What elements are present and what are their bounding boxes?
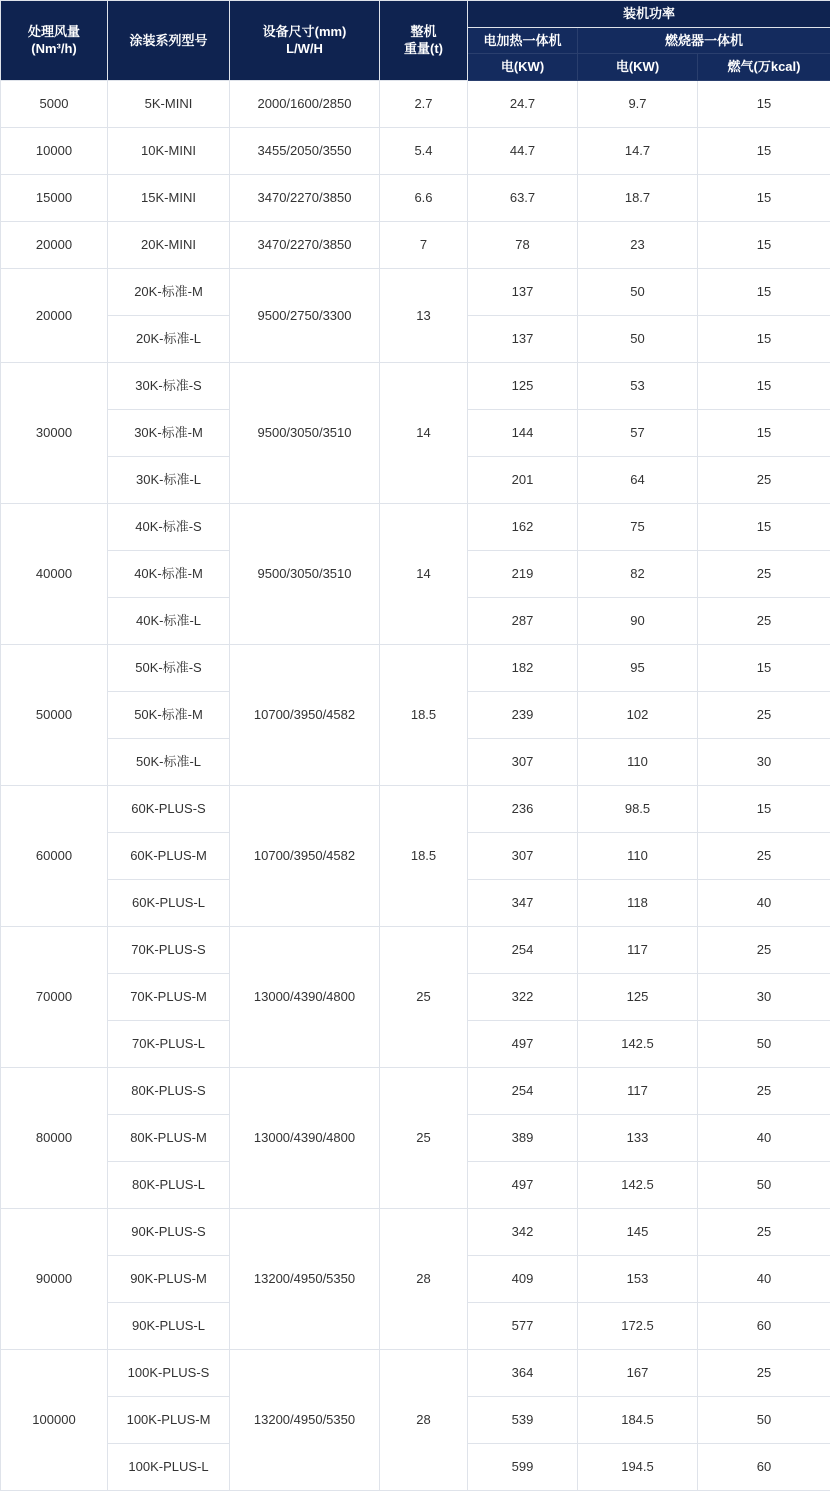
cell-model: 60K-PLUS-L <box>108 879 230 926</box>
cell-model: 50K-标准-S <box>108 644 230 691</box>
cell-model: 40K-标准-L <box>108 597 230 644</box>
cell-dimension: 13000/4390/4800 <box>230 926 380 1067</box>
cell-burner-kw: 95 <box>578 644 698 691</box>
table-row <box>1 174 830 221</box>
cell-electric-kw: 162 <box>468 503 578 550</box>
cell-weight: 5.4 <box>380 127 468 174</box>
cell-gas: 15 <box>698 80 830 127</box>
cell-model: 90K-PLUS-L <box>108 1302 230 1349</box>
cell-gas: 15 <box>698 644 830 691</box>
table-row <box>1 1208 830 1255</box>
cell-burner-kw: 23 <box>578 221 698 268</box>
cell-weight: 25 <box>380 1067 468 1208</box>
header-row-1 <box>1 1 830 28</box>
cell-dimension: 9500/2750/3300 <box>230 268 380 362</box>
table-row <box>1 926 830 973</box>
cell-electric-kw: 497 <box>468 1020 578 1067</box>
cell-model: 50K-标准-M <box>108 691 230 738</box>
cell-electric-kw: 307 <box>468 738 578 785</box>
column-header-dimension <box>230 1 380 81</box>
cell-gas: 25 <box>698 1208 830 1255</box>
cell-model: 15K-MINI <box>108 174 230 221</box>
cell-gas: 15 <box>698 221 830 268</box>
cell-burner-kw: 142.5 <box>578 1161 698 1208</box>
cell-weight: 7 <box>380 221 468 268</box>
cell-dimension: 13200/4950/5350 <box>230 1349 380 1490</box>
cell-model: 80K-PLUS-L <box>108 1161 230 1208</box>
cell-burner-kw: 102 <box>578 691 698 738</box>
cell-weight: 28 <box>380 1349 468 1490</box>
cell-gas: 25 <box>698 832 830 879</box>
cell-burner-kw: 98.5 <box>578 785 698 832</box>
cell-dimension: 9500/3050/3510 <box>230 503 380 644</box>
column-header-weight-line2: 重量(t) <box>382 40 465 58</box>
cell-electric-kw: 236 <box>468 785 578 832</box>
cell-electric-kw: 497 <box>468 1161 578 1208</box>
cell-gas: 25 <box>698 597 830 644</box>
cell-electric-kw: 239 <box>468 691 578 738</box>
cell-flow: 70000 <box>1 926 108 1067</box>
cell-electric-kw: 144 <box>468 409 578 456</box>
cell-electric-kw: 577 <box>468 1302 578 1349</box>
cell-electric-kw: 364 <box>468 1349 578 1396</box>
cell-model: 20K-标准-M <box>108 268 230 315</box>
column-header-dimension-line1: 设备尺寸(mm) <box>232 23 377 41</box>
column-header-burner-machine: 燃烧器一体机 <box>578 27 830 54</box>
cell-burner-kw: 133 <box>578 1114 698 1161</box>
cell-model: 100K-PLUS-M <box>108 1396 230 1443</box>
cell-gas: 15 <box>698 268 830 315</box>
cell-gas: 15 <box>698 315 830 362</box>
cell-gas: 15 <box>698 174 830 221</box>
cell-model: 100K-PLUS-S <box>108 1349 230 1396</box>
table-row <box>1 644 830 691</box>
cell-gas: 25 <box>698 550 830 597</box>
cell-electric-kw: 342 <box>468 1208 578 1255</box>
cell-dimension: 9500/3050/3510 <box>230 362 380 503</box>
cell-weight: 6.6 <box>380 174 468 221</box>
cell-flow: 5000 <box>1 80 108 127</box>
cell-burner-kw: 90 <box>578 597 698 644</box>
cell-gas: 15 <box>698 409 830 456</box>
cell-burner-kw: 82 <box>578 550 698 597</box>
column-header-dimension-line2: L/W/H <box>232 40 377 58</box>
cell-dimension: 3455/2050/3550 <box>230 127 380 174</box>
cell-model: 50K-标准-L <box>108 738 230 785</box>
cell-dimension: 10700/3950/4582 <box>230 644 380 785</box>
cell-burner-kw: 142.5 <box>578 1020 698 1067</box>
column-header-power-group: 装机功率 <box>468 1 830 28</box>
cell-model: 60K-PLUS-S <box>108 785 230 832</box>
cell-burner-kw: 50 <box>578 315 698 362</box>
cell-gas: 25 <box>698 456 830 503</box>
cell-electric-kw: 539 <box>468 1396 578 1443</box>
cell-electric-kw: 287 <box>468 597 578 644</box>
table-row <box>1 1349 830 1396</box>
table-row <box>1 268 830 315</box>
cell-burner-kw: 53 <box>578 362 698 409</box>
table-header <box>1 1 830 81</box>
cell-model: 100K-PLUS-L <box>108 1443 230 1490</box>
cell-burner-kw: 9.7 <box>578 80 698 127</box>
cell-flow: 100000 <box>1 1349 108 1490</box>
column-header-flow-line2: (Nm³/h) <box>3 40 105 58</box>
cell-weight: 2.7 <box>380 80 468 127</box>
cell-model: 10K-MINI <box>108 127 230 174</box>
cell-electric-kw: 409 <box>468 1255 578 1302</box>
cell-gas: 60 <box>698 1302 830 1349</box>
cell-model: 80K-PLUS-S <box>108 1067 230 1114</box>
cell-gas: 15 <box>698 785 830 832</box>
cell-model: 70K-PLUS-S <box>108 926 230 973</box>
cell-dimension: 2000/1600/2850 <box>230 80 380 127</box>
cell-burner-kw: 57 <box>578 409 698 456</box>
cell-gas: 30 <box>698 973 830 1020</box>
cell-gas: 40 <box>698 1255 830 1302</box>
cell-gas: 60 <box>698 1443 830 1490</box>
column-header-flow <box>1 1 108 81</box>
cell-electric-kw: 78 <box>468 221 578 268</box>
cell-model: 40K-标准-M <box>108 550 230 597</box>
cell-burner-kw: 118 <box>578 879 698 926</box>
cell-flow: 15000 <box>1 174 108 221</box>
cell-model: 90K-PLUS-M <box>108 1255 230 1302</box>
cell-model: 20K-MINI <box>108 221 230 268</box>
cell-weight: 13 <box>380 268 468 362</box>
cell-gas: 50 <box>698 1396 830 1443</box>
cell-burner-kw: 184.5 <box>578 1396 698 1443</box>
cell-burner-kw: 18.7 <box>578 174 698 221</box>
cell-gas: 40 <box>698 1114 830 1161</box>
cell-burner-kw: 194.5 <box>578 1443 698 1490</box>
cell-electric-kw: 63.7 <box>468 174 578 221</box>
table-body <box>1 80 830 1490</box>
cell-burner-kw: 172.5 <box>578 1302 698 1349</box>
column-header-gas: 燃气(万kcal) <box>698 54 830 81</box>
cell-flow: 40000 <box>1 503 108 644</box>
cell-electric-kw: 24.7 <box>468 80 578 127</box>
table-row <box>1 785 830 832</box>
cell-electric-kw: 389 <box>468 1114 578 1161</box>
cell-model: 80K-PLUS-M <box>108 1114 230 1161</box>
cell-electric-kw: 254 <box>468 1067 578 1114</box>
cell-electric-kw: 254 <box>468 926 578 973</box>
cell-burner-kw: 145 <box>578 1208 698 1255</box>
cell-weight: 14 <box>380 362 468 503</box>
cell-model: 60K-PLUS-M <box>108 832 230 879</box>
cell-dimension: 13200/4950/5350 <box>230 1208 380 1349</box>
cell-gas: 25 <box>698 1349 830 1396</box>
cell-electric-kw: 347 <box>468 879 578 926</box>
cell-gas: 40 <box>698 879 830 926</box>
column-header-weight-line1: 整机 <box>382 23 465 41</box>
cell-model: 30K-标准-S <box>108 362 230 409</box>
cell-model: 90K-PLUS-S <box>108 1208 230 1255</box>
cell-flow: 30000 <box>1 362 108 503</box>
table-row <box>1 127 830 174</box>
cell-dimension: 10700/3950/4582 <box>230 785 380 926</box>
cell-model: 70K-PLUS-L <box>108 1020 230 1067</box>
cell-gas: 25 <box>698 691 830 738</box>
cell-weight: 14 <box>380 503 468 644</box>
cell-gas: 25 <box>698 1067 830 1114</box>
cell-electric-kw: 44.7 <box>468 127 578 174</box>
cell-dimension: 3470/2270/3850 <box>230 221 380 268</box>
cell-gas: 30 <box>698 738 830 785</box>
cell-electric-kw: 137 <box>468 268 578 315</box>
cell-gas: 50 <box>698 1161 830 1208</box>
cell-electric-kw: 201 <box>468 456 578 503</box>
cell-electric-kw: 137 <box>468 315 578 362</box>
cell-burner-kw: 117 <box>578 926 698 973</box>
cell-burner-kw: 110 <box>578 832 698 879</box>
table-row <box>1 362 830 409</box>
cell-electric-kw: 182 <box>468 644 578 691</box>
cell-dimension: 13000/4390/4800 <box>230 1067 380 1208</box>
cell-burner-kw: 64 <box>578 456 698 503</box>
cell-model: 5K-MINI <box>108 80 230 127</box>
table-row <box>1 221 830 268</box>
cell-flow: 60000 <box>1 785 108 926</box>
cell-weight: 25 <box>380 926 468 1067</box>
column-header-electric-kw: 电(KW) <box>468 54 578 81</box>
cell-weight: 18.5 <box>380 644 468 785</box>
cell-burner-kw: 50 <box>578 268 698 315</box>
table-row <box>1 80 830 127</box>
cell-gas: 25 <box>698 926 830 973</box>
cell-burner-kw: 125 <box>578 973 698 1020</box>
cell-burner-kw: 153 <box>578 1255 698 1302</box>
cell-burner-kw: 167 <box>578 1349 698 1396</box>
cell-electric-kw: 322 <box>468 973 578 1020</box>
cell-burner-kw: 75 <box>578 503 698 550</box>
column-header-flow-line1: 处理风量 <box>3 23 105 41</box>
cell-gas: 15 <box>698 362 830 409</box>
cell-weight: 18.5 <box>380 785 468 926</box>
column-header-electric-machine: 电加热一体机 <box>468 27 578 54</box>
cell-flow: 20000 <box>1 221 108 268</box>
cell-flow: 80000 <box>1 1067 108 1208</box>
cell-dimension: 3470/2270/3850 <box>230 174 380 221</box>
cell-flow: 20000 <box>1 268 108 362</box>
cell-gas: 50 <box>698 1020 830 1067</box>
cell-model: 70K-PLUS-M <box>108 973 230 1020</box>
cell-model: 40K-标准-S <box>108 503 230 550</box>
table-row <box>1 1067 830 1114</box>
cell-flow: 50000 <box>1 644 108 785</box>
cell-burner-kw: 14.7 <box>578 127 698 174</box>
cell-electric-kw: 307 <box>468 832 578 879</box>
cell-burner-kw: 110 <box>578 738 698 785</box>
column-header-weight <box>380 1 468 81</box>
cell-model: 30K-标准-L <box>108 456 230 503</box>
cell-flow: 10000 <box>1 127 108 174</box>
column-header-model: 涂装系列型号 <box>108 1 230 81</box>
table-row <box>1 503 830 550</box>
cell-gas: 15 <box>698 127 830 174</box>
cell-gas: 15 <box>698 503 830 550</box>
cell-electric-kw: 125 <box>468 362 578 409</box>
cell-burner-kw: 117 <box>578 1067 698 1114</box>
cell-flow: 90000 <box>1 1208 108 1349</box>
cell-model: 20K-标准-L <box>108 315 230 362</box>
cell-model: 30K-标准-M <box>108 409 230 456</box>
column-header-burner-kw: 电(KW) <box>578 54 698 81</box>
cell-electric-kw: 219 <box>468 550 578 597</box>
cell-electric-kw: 599 <box>468 1443 578 1490</box>
cell-weight: 28 <box>380 1208 468 1349</box>
